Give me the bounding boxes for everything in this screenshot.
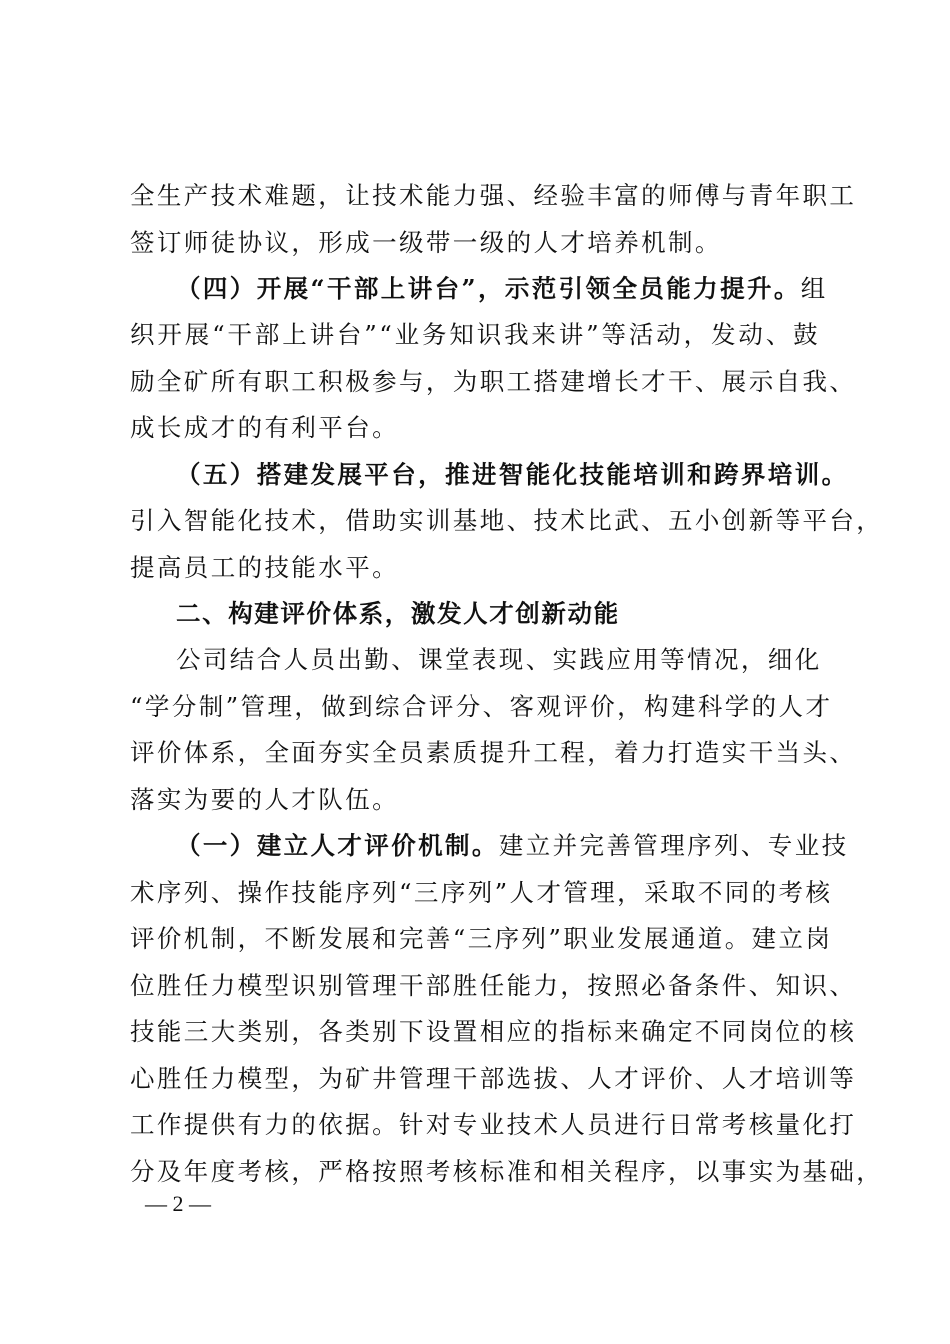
subheading-4: （四）开展“干部上讲台”，示范引领全员能力提升。	[176, 274, 801, 303]
paragraph-1-line-2: 签订师徒协议，形成一级带一级的人才培养机制。	[130, 228, 722, 257]
paragraph-5-line-6: 心胜任力模型，为矿井管理干部选拔、人才评价、人才培训等	[130, 1064, 857, 1093]
paragraph-2-line-2: 织开展“干部上讲台”“业务知识我来讲”等活动，发动、鼓	[130, 320, 820, 349]
paragraph-5-line-5: 技能三大类别，各类别下设置相应的指标来确定不同岗位的核	[130, 1017, 857, 1046]
paragraph-5-line-3: 评价机制，不断发展和完善“三序列”职业发展通道。建立岗	[130, 924, 833, 953]
subheading-1: （一）建立人才评价机制。	[176, 831, 499, 860]
paragraph-3-line-3: 提高员工的技能水平。	[130, 553, 399, 582]
paragraph-2-line-1-rest: 组	[800, 274, 828, 303]
paragraph-2-line-1	[176, 266, 828, 312]
paragraph-5-line-7: 工作提供有力的依据。针对专业技术人员进行日常考核量化打	[130, 1110, 857, 1139]
paragraph-2-line-4: 成长成才的有利平台。	[130, 413, 399, 442]
paragraph-3-line-2: 引入智能化技术，借助实训基地、技术比武、五小创新等平台，	[130, 506, 884, 535]
page-number: — 2 —	[145, 1191, 211, 1216]
paragraph-5-line-4: 位胜任力模型识别管理干部胜任能力，按照必备条件、知识、	[130, 971, 857, 1000]
paragraph-4-line-2: “学分制”管理，做到综合评分、客观评价，构建科学的人才	[130, 692, 833, 721]
paragraph-2-line-3: 励全矿所有职工积极参与，为职工搭建增长才干、展示自我、	[130, 367, 857, 396]
paragraph-5-line-1	[176, 823, 849, 869]
paragraph-4-line-4: 落实为要的人才队伍。	[130, 785, 399, 814]
paragraph-5-line-2: 术序列、操作技能序列“三序列”人才管理，采取不同的考核	[130, 878, 833, 907]
paragraph-4-line-1: 公司结合人员出勤、课堂表现、实践应用等情况，细化	[176, 645, 822, 674]
paragraph-5-line-1-rest: 建立并完善管理序列、专业技	[498, 831, 849, 860]
paragraph-5-line-8: 分及年度考核，严格按照考核标准和相关程序，以事实为基础，	[130, 1157, 884, 1186]
paragraph-1-line-1: 全生产技术难题，让技术能力强、经验丰富的师傅与青年职工	[130, 181, 857, 210]
paragraph-4-line-3: 评价体系，全面夯实全员素质提升工程，着力打造实干当头、	[130, 738, 857, 767]
section-heading-2: 二、构建评价体系，激发人才创新动能	[176, 599, 620, 628]
subheading-5: （五）搭建发展平台，推进智能化技能培训和跨界培训。	[176, 460, 849, 489]
